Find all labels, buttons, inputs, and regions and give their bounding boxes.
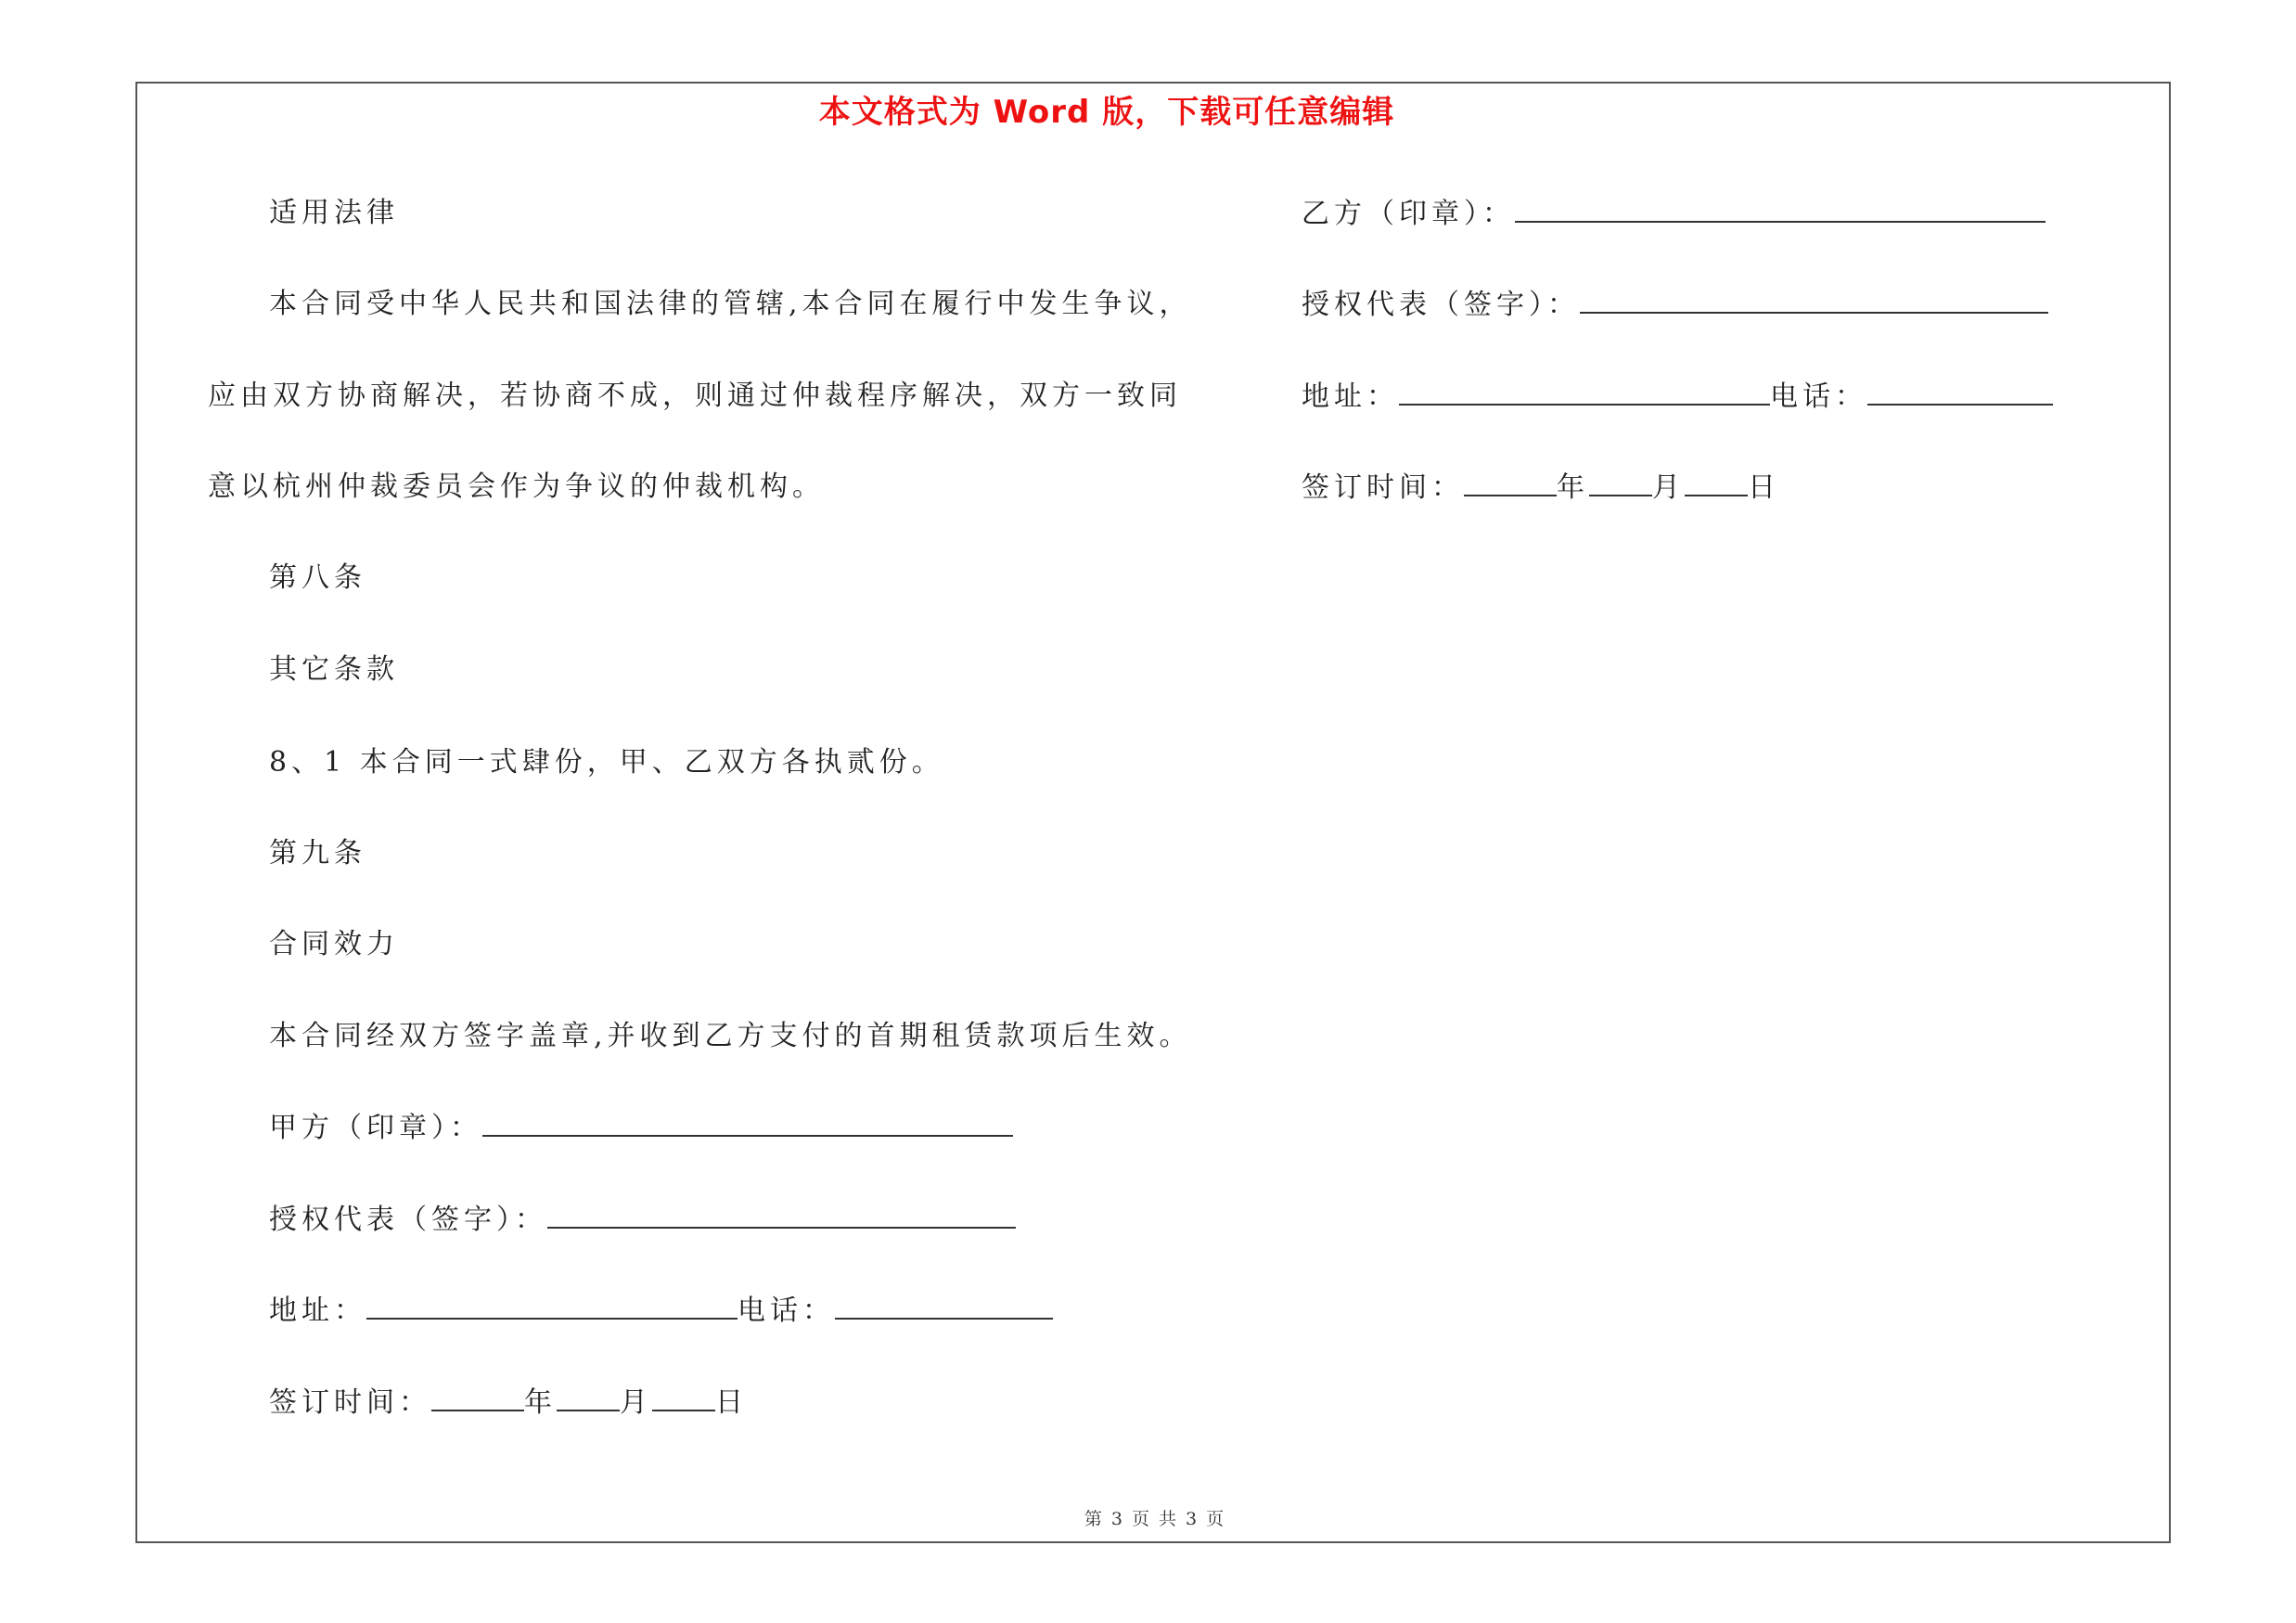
law-paragraph-line-1: 本合同受中华人民共和国法律的管辖,本合同在履行中发生争议， — [269, 288, 1192, 320]
party-a-seal-label: 甲方（印章）： — [269, 1112, 482, 1144]
party-a-phone-label: 电话： — [738, 1295, 835, 1327]
party-a-rep-row — [269, 1201, 1016, 1239]
year-label: 年 — [1557, 471, 1589, 504]
page-footer: 第 3 页 共 3 页 — [1084, 1509, 1226, 1529]
party-a-seal-row — [269, 1109, 1013, 1147]
word-format-banner: 本文格式为 Word 版，下载可任意编辑 — [818, 94, 1395, 131]
party-a-rep-label: 授权代表（签字）： — [269, 1204, 547, 1236]
party-b-sign-time-row — [1302, 469, 1780, 507]
party-a-address-label: 地址： — [269, 1295, 366, 1327]
party-b-rep-row — [1302, 286, 2048, 324]
heading-applicable-law: 适用法律 — [269, 197, 399, 229]
party-b-phone-label: 电话： — [1770, 380, 1867, 413]
day-label: 日 — [1748, 471, 1780, 504]
party-b-month-blank[interactable] — [1589, 469, 1652, 496]
law-paragraph-line-2: 应由双方协商解决，若协商不成，则通过仲裁程序解决，双方一致同 — [208, 380, 1182, 412]
party-a-sign-time-row — [269, 1384, 748, 1422]
party-b-seal-label: 乙方（印章）： — [1302, 198, 1515, 230]
party-b-seal-blank[interactable] — [1515, 195, 2046, 223]
contract-effect-text: 本合同经双方签字盖章,并收到乙方支付的首期租赁款项后生效。 — [269, 1020, 1192, 1052]
party-a-day-blank[interactable] — [652, 1384, 715, 1411]
article-9-heading: 第九条 — [269, 837, 366, 869]
heading-contract-effect: 合同效力 — [269, 928, 399, 960]
party-a-month-blank[interactable] — [557, 1384, 620, 1411]
party-b-rep-blank[interactable] — [1580, 286, 2048, 314]
article-8-heading: 第八条 — [269, 561, 366, 594]
party-b-address-row — [1302, 378, 2053, 416]
party-a-year-blank[interactable] — [431, 1384, 524, 1411]
party-a-sign-time-label: 签订时间： — [269, 1386, 431, 1419]
party-a-seal-blank[interactable] — [482, 1109, 1013, 1137]
party-a-address-blank[interactable] — [366, 1292, 738, 1320]
month-label: 月 — [620, 1386, 652, 1419]
day-label: 日 — [715, 1386, 748, 1419]
party-a-phone-blank[interactable] — [835, 1292, 1053, 1320]
party-b-address-label: 地址： — [1302, 380, 1399, 413]
party-b-seal-row — [1302, 195, 2046, 233]
month-label: 月 — [1652, 471, 1685, 504]
year-label: 年 — [524, 1386, 557, 1419]
party-b-rep-label: 授权代表（签字）： — [1302, 289, 1580, 321]
party-a-rep-blank[interactable] — [547, 1201, 1016, 1229]
party-a-address-row — [269, 1292, 1053, 1330]
clause-8-1: 8、1 本合同一式肆份，甲、乙双方各执贰份。 — [269, 746, 944, 779]
party-b-address-blank[interactable] — [1399, 378, 1770, 406]
party-b-sign-time-label: 签订时间： — [1302, 471, 1464, 504]
law-paragraph-line-3: 意以杭州仲裁委员会作为争议的仲裁机构。 — [208, 470, 825, 503]
party-b-day-blank[interactable] — [1685, 469, 1748, 496]
heading-other-terms: 其它条款 — [269, 653, 399, 686]
party-b-phone-blank[interactable] — [1867, 378, 2053, 406]
party-b-year-blank[interactable] — [1464, 469, 1557, 496]
